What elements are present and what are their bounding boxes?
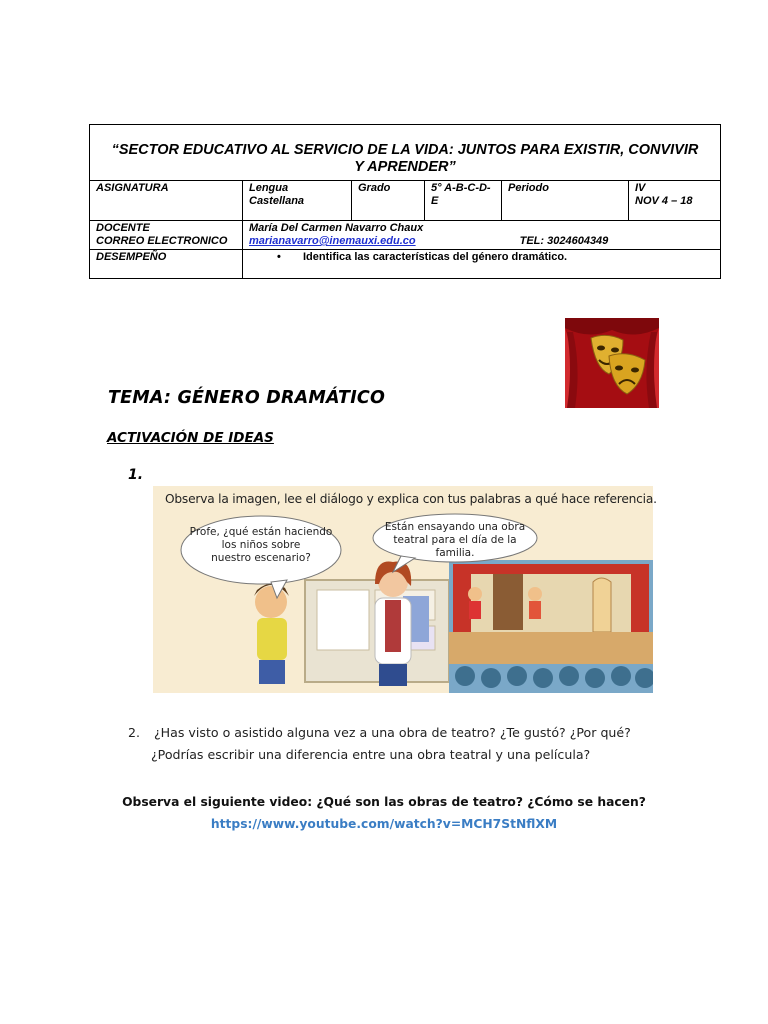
question-2-number: 2. bbox=[128, 725, 141, 740]
topic-title: TEMA: GÉNERO DRAMÁTICO bbox=[108, 388, 386, 408]
telephone: TEL: 3024604349 bbox=[519, 235, 609, 247]
correo-label: CORREO ELECTRONICO bbox=[96, 235, 228, 247]
docente-labels bbox=[90, 221, 243, 250]
item-1-number: 1. bbox=[128, 467, 144, 483]
email-link[interactable]: marianavarro@inemauxi.edu.co bbox=[249, 235, 416, 247]
desempeno-label: DESEMPEÑO bbox=[90, 250, 243, 279]
illustration-panel bbox=[153, 486, 657, 693]
docente-values bbox=[243, 221, 721, 250]
bubble2-line1: Están ensayando una obra bbox=[384, 521, 526, 533]
bubble1-line1: Profe, ¿qué están haciendo bbox=[189, 526, 333, 538]
grado-label: Grado bbox=[352, 181, 425, 221]
asignatura-value: Lengua Castellana bbox=[243, 181, 352, 221]
periodo-value-line2: NOV 4 – 18 bbox=[635, 195, 693, 207]
activation-heading: ACTIVACIÓN DE IDEAS bbox=[107, 430, 274, 446]
question-2-line1-row bbox=[128, 722, 668, 744]
theater-masks-icon bbox=[565, 318, 659, 408]
question-2-line2: ¿Podrías escribir una diferencia entre una obra teatral y una película? bbox=[151, 747, 591, 762]
video-prompt: Observa el siguiente video: ¿Qué son las obras de teatro? ¿Cómo se hacen? bbox=[122, 795, 646, 809]
periodo-value bbox=[629, 181, 721, 221]
bubble1-line3: nuestro escenario? bbox=[211, 552, 311, 564]
classroom-theater-illustration bbox=[153, 486, 653, 693]
docente-name: María Del Carmen Navarro Chaux bbox=[249, 222, 424, 234]
asignatura-label: ASIGNATURA bbox=[90, 181, 243, 221]
question-2 bbox=[128, 722, 668, 766]
header-table bbox=[89, 124, 721, 279]
grado-value: 5° A-B-C-D-E bbox=[425, 181, 502, 221]
bubble2-line2: teatral para el día de la familia. bbox=[393, 534, 517, 559]
question-2-line1: ¿Has visto o asistido alguna vez a una obra de teatro? ¿Te gustó? ¿Por qué? bbox=[154, 725, 631, 740]
periodo-label: Periodo bbox=[502, 181, 629, 221]
desempeno-cell bbox=[243, 250, 721, 279]
speech-bubble-teacher bbox=[373, 521, 537, 560]
video-link[interactable]: https://www.youtube.com/watch?v=MCH7StNflXM bbox=[210, 817, 558, 831]
header-title-line1: “SECTOR EDUCATIVO AL SERVICIO DE LA VIDA: JUNTOS PARA EXISTIR, CONVIVIR bbox=[111, 142, 699, 158]
illustration-instruction: Observa la imagen, lee el diálogo y explica con tus palabras a qué hace referencia. bbox=[165, 492, 657, 506]
periodo-value-line1: IV bbox=[635, 182, 646, 194]
bubble1-line2: los niños sobre bbox=[221, 539, 301, 551]
speech-bubble-boy bbox=[183, 526, 339, 565]
docente-label: DOCENTE bbox=[96, 222, 150, 234]
bullet-icon: • bbox=[277, 251, 281, 263]
header-title-line2: Y APRENDER” bbox=[354, 159, 456, 175]
header-title bbox=[90, 125, 721, 181]
desempeno-value: Identifica las características del género dramático. bbox=[303, 251, 568, 263]
